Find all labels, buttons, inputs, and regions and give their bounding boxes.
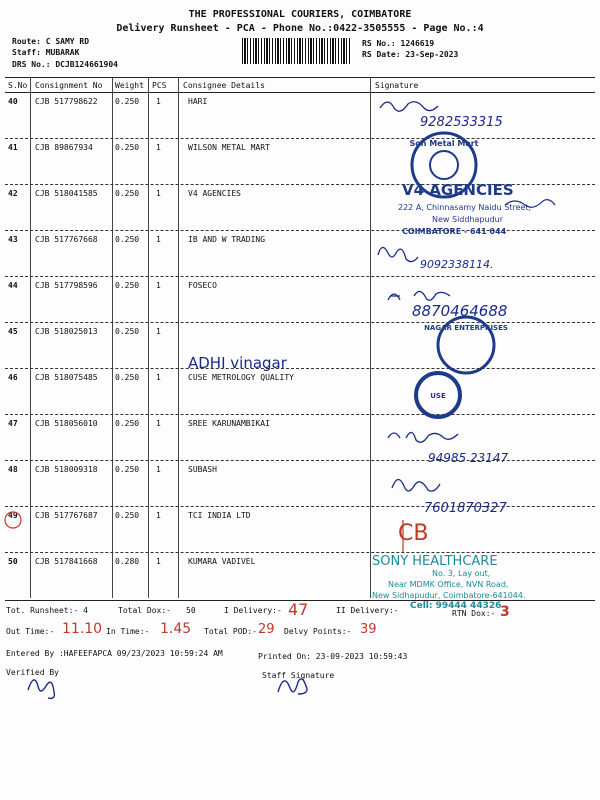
row-weight: 0.250 bbox=[115, 189, 140, 198]
row-sno: 48 bbox=[8, 465, 18, 474]
rs-date: RS Date: 23-Sep-2023 bbox=[362, 50, 459, 59]
stamp-v4-l3: COIMBATORE - 641 044 bbox=[402, 227, 507, 236]
row-consignment: CJB 89867934 bbox=[35, 143, 93, 152]
row-sno: 47 bbox=[8, 419, 18, 428]
sno-circle bbox=[5, 512, 21, 528]
row-sno: 42 bbox=[8, 189, 18, 198]
row-weight: 0.250 bbox=[115, 373, 140, 382]
col-pcs: PCS bbox=[152, 81, 167, 90]
total-dox-value: 50 bbox=[186, 606, 196, 615]
col-consignee: Consignee Details bbox=[183, 81, 265, 90]
drs-number: DRS No.: DCJB124661904 bbox=[12, 60, 118, 69]
row-pcs: 1 bbox=[156, 465, 161, 474]
row-sno: 44 bbox=[8, 281, 18, 290]
row-weight: 0.250 bbox=[115, 511, 140, 520]
col-signature: Signature bbox=[375, 81, 419, 90]
col-consignment: Consignment No bbox=[35, 81, 103, 90]
row-consignment: CJB 517841668 bbox=[35, 557, 98, 566]
stamp-v4-l1: 222 A, Chinnasamy Naidu Street, bbox=[398, 203, 532, 212]
row-sno: 43 bbox=[8, 235, 18, 244]
row-weight: 0.280 bbox=[115, 557, 140, 566]
row-consignment: CJB 517798596 bbox=[35, 281, 98, 290]
row-sno: 40 bbox=[8, 97, 18, 106]
row-consignment: CJB 518056010 bbox=[35, 419, 98, 428]
route-label: Route: C SAMY RD bbox=[12, 37, 90, 46]
stamp-metal-mart: Son Metal Mart bbox=[409, 139, 479, 148]
stamp-sony: SONY HEALTHCARE bbox=[372, 554, 498, 569]
row-consignee: CUSE METROLOGY QUALITY bbox=[188, 373, 294, 382]
rtn-dox-label: RTN Dox:- bbox=[452, 609, 496, 618]
stamp-sony-l1: No. 3, Lay out, bbox=[432, 569, 491, 578]
ii-delivery-label: II Delivery:- bbox=[336, 606, 399, 615]
delvy-points-value: 39 bbox=[360, 622, 377, 637]
verified-by: Verified By bbox=[6, 668, 59, 677]
row-consignment: CJB 517767687 bbox=[35, 511, 98, 520]
row-consignee: HARI bbox=[188, 97, 208, 106]
row-pcs: 1 bbox=[156, 373, 161, 382]
row-pcs: 1 bbox=[156, 327, 161, 336]
stamp-sony-l2: Near MDMK Office, NVN Road, bbox=[388, 580, 509, 589]
stamp-cuse: USE bbox=[430, 392, 446, 400]
stamp-sony-l4: Cell: 99444 44326 bbox=[410, 601, 502, 611]
total-pod-label: Total POD:- bbox=[204, 627, 257, 636]
phone-44: 8870464688 bbox=[412, 302, 508, 320]
phone-43: 9092338114. bbox=[420, 258, 494, 271]
row-sno: 45 bbox=[8, 327, 18, 336]
staff-signature: Staff Signature bbox=[262, 671, 335, 680]
signature-scribble bbox=[378, 247, 418, 261]
row-pcs: 1 bbox=[156, 235, 161, 244]
out-time-value: 11.10 bbox=[62, 621, 103, 637]
signature-scribble bbox=[392, 479, 440, 491]
row-consignee: V4 AGENCIES bbox=[188, 189, 241, 198]
signature-scribble bbox=[388, 291, 450, 300]
i-delivery-label: I Delivery:- bbox=[224, 606, 282, 615]
row-consignment: CJB 518041585 bbox=[35, 189, 98, 198]
rtn-dox-value: 3 bbox=[500, 604, 510, 620]
stamp-v4-l2: New Siddhapudur bbox=[432, 215, 504, 224]
row-pcs: 1 bbox=[156, 511, 161, 520]
row-sno: 41 bbox=[8, 143, 18, 152]
delvy-points-label: Delvy Points:- bbox=[284, 627, 352, 636]
row-pcs: 1 bbox=[156, 281, 161, 290]
row-consignee: SUBASH bbox=[188, 465, 217, 474]
row-consignment: CJB 517767668 bbox=[35, 235, 98, 244]
total-pod-value: 29 bbox=[258, 622, 275, 637]
row-consignee: IB AND W TRADING bbox=[188, 235, 266, 244]
row-sno: 46 bbox=[8, 373, 18, 382]
stamp-nagar: NAGAR ENTERPRISES bbox=[424, 324, 508, 332]
row-sno: 50 bbox=[8, 557, 18, 566]
phone-47: 94985 23147 bbox=[428, 451, 509, 465]
company-name: THE PROFESSIONAL COURIERS, COIMBATORE bbox=[188, 9, 412, 20]
total-runsheet: Tot. Runsheet:- 4 bbox=[6, 606, 88, 615]
signature-scribble bbox=[380, 102, 438, 111]
row-weight: 0.250 bbox=[115, 281, 140, 290]
in-time-value: 1.45 bbox=[160, 621, 192, 637]
staff-label: Staff: MUBARAK bbox=[12, 48, 80, 57]
row-consignee: KUMARA VADIVEL bbox=[188, 557, 256, 566]
row-consignment: CJB 518025013 bbox=[35, 327, 98, 336]
row-weight: 0.250 bbox=[115, 465, 140, 474]
row-consignee: WILSON METAL MART bbox=[188, 143, 270, 152]
in-time-label: In Time:- bbox=[106, 627, 150, 636]
phone-40: 9282533315 bbox=[420, 115, 503, 130]
row-pcs: 1 bbox=[156, 557, 161, 566]
stamp-inner bbox=[430, 151, 458, 179]
row-weight: 0.250 bbox=[115, 419, 140, 428]
staff-signature-mark bbox=[278, 679, 307, 694]
entered-by: Entered By :HAFEEFAPCA 09/23/2023 10:59:24 AM bbox=[6, 649, 223, 658]
printed-on: Printed On: 23-09-2023 10:59:43 bbox=[258, 652, 408, 661]
signature-scribble bbox=[388, 432, 458, 442]
row-consignment: CJB 517798622 bbox=[35, 97, 98, 106]
row-consignment: CJB 518075485 bbox=[35, 373, 98, 382]
row-weight: 0.250 bbox=[115, 327, 140, 336]
total-dox-label: Total Dox:- bbox=[118, 606, 171, 615]
row-consignment: CJB 518009318 bbox=[35, 465, 98, 474]
out-time-label: Out Time:- bbox=[6, 627, 55, 636]
col-sno: S.No bbox=[8, 81, 28, 90]
row-pcs: 1 bbox=[156, 189, 161, 198]
phone-48: 7601870327 bbox=[424, 501, 507, 516]
row-consignee: FOSECO bbox=[188, 281, 217, 290]
handwritten-cb: CB bbox=[398, 521, 429, 546]
row-weight: 0.250 bbox=[115, 143, 140, 152]
row-weight: 0.250 bbox=[115, 97, 140, 106]
verified-signature bbox=[28, 680, 54, 699]
row-consignee: SREE KARUNAMBIKAI bbox=[188, 419, 270, 428]
runsheet-title: Delivery Runsheet - PCA - Phone No.:0422-3505555 - Page No.:4 bbox=[116, 23, 484, 34]
handwritten-address-45: ADHI vinagar bbox=[188, 354, 287, 372]
i-delivery-value: 47 bbox=[288, 600, 309, 619]
row-weight: 0.250 bbox=[115, 235, 140, 244]
row-consignee: TCI INDIA LTD bbox=[188, 511, 251, 520]
row-pcs: 1 bbox=[156, 97, 161, 106]
row-pcs: 1 bbox=[156, 143, 161, 152]
col-weight: Weight bbox=[115, 81, 144, 90]
row-pcs: 1 bbox=[156, 419, 161, 428]
stamp-sony-l3: New Sidhapudur, Coimbatore-641044. bbox=[372, 591, 526, 600]
stamp-v4: V4 AGENCIES bbox=[402, 181, 514, 199]
rs-number: RS No.: 1246619 bbox=[362, 39, 435, 48]
row-sno: 49 bbox=[8, 511, 18, 520]
